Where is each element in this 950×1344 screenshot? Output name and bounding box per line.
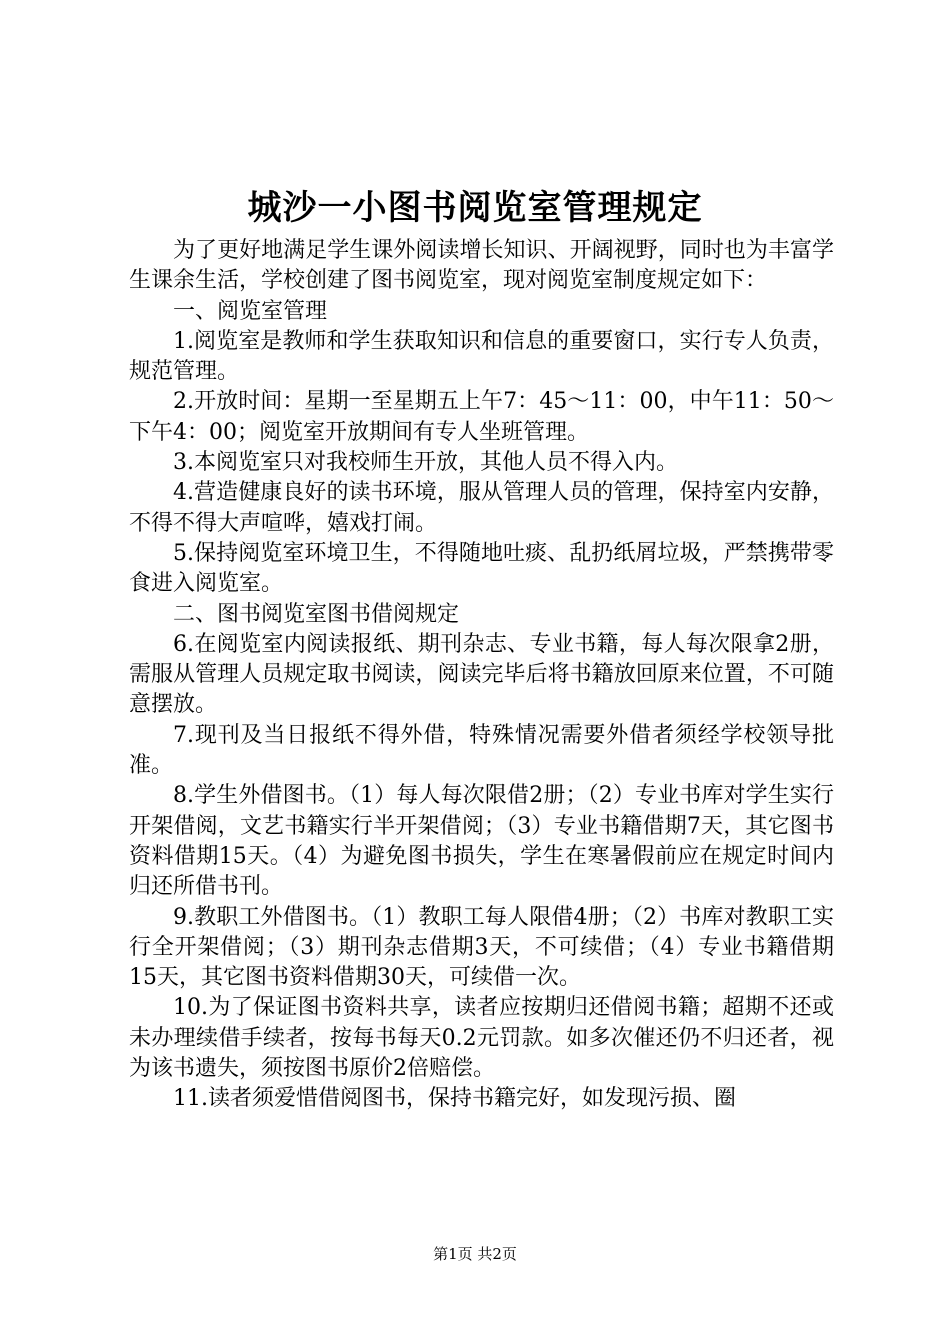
rule-paragraph: 9.教职工外借图书。（1）教职工每人限借4册；（2）书库对教职工实行全开架借阅；（3）期刊杂志借期3天，不可续借；（4）专业书籍借期15天，其它图书资料借期30天，可续借一次。 [129, 904, 834, 991]
rule-paragraph: 11.读者须爱惜借阅图书，保持书籍完好，如发现污损、圈 [173, 1086, 736, 1112]
rule-paragraph: 4.营造健康良好的读书环境，服从管理人员的管理，保持室内安静，不得不得大声喧哗，嬉戏打闹。 [129, 480, 834, 536]
section-heading: 一、阅览室管理 [173, 298, 328, 324]
rule-paragraph: 6.在阅览室内阅读报纸、期刊杂志、专业书籍，每人每次限拿2册，需服从管理人员规定取书阅读，阅读完毕后将书籍放回原来位置，不可随意摆放。 [129, 631, 834, 718]
rule-paragraph: 2.开放时间：星期一至星期五上午7：45～11：00，中午11：50～下午4：00；阅览室开放期间有专人坐班管理。 [129, 389, 834, 445]
rule-paragraph: 5.保持阅览室环境卫生，不得随地吐痰、乱扔纸屑垃圾，严禁携带零食进入阅览室。 [129, 540, 834, 597]
document-title: 城沙一小图书阅览室管理规定 [247, 188, 703, 228]
section-heading: 二、图书阅览室图书借阅规定 [173, 601, 460, 627]
rule-paragraph: 7.现刊及当日报纸不得外借，特殊情况需要外借者须经学校领导批准。 [129, 722, 834, 779]
intro-paragraph: 为了更好地满足学生课外阅读增长知识、开阔视野，同时也为丰富学生课余生活，学校创建了图书阅览室，现对阅览室制度规定如下： [129, 238, 834, 294]
rule-paragraph: 10.为了保证图书资料共享，读者应按期归还借阅书籍；超期不还或未办理续借手续者，按每书每天0.2元罚款。如多次催还仍不归还者，视为该书遗失，须按图书原价2倍赔偿。 [129, 995, 834, 1082]
rule-paragraph: 1.阅览室是教师和学生获取知识和信息的重要窗口，实行专人负责，规范管理。 [129, 328, 834, 385]
rule-paragraph: 8.学生外借图书。（1）每人每次限借2册；（2）专业书库对学生实行开架借阅，文艺书籍实行半开架借阅；（3）专业书籍借期7天，其它图书资料借期15天。（4）为避免图书损失，学生在寒暑假前应在规定时间内归还所借书刊。 [129, 783, 834, 900]
page-footer: 第1页 共2页 [433, 1245, 517, 1263]
document-body [129, 236, 834, 1115]
rule-paragraph: 3.本阅览室只对我校师生开放，其他人员不得入内。 [173, 450, 678, 476]
